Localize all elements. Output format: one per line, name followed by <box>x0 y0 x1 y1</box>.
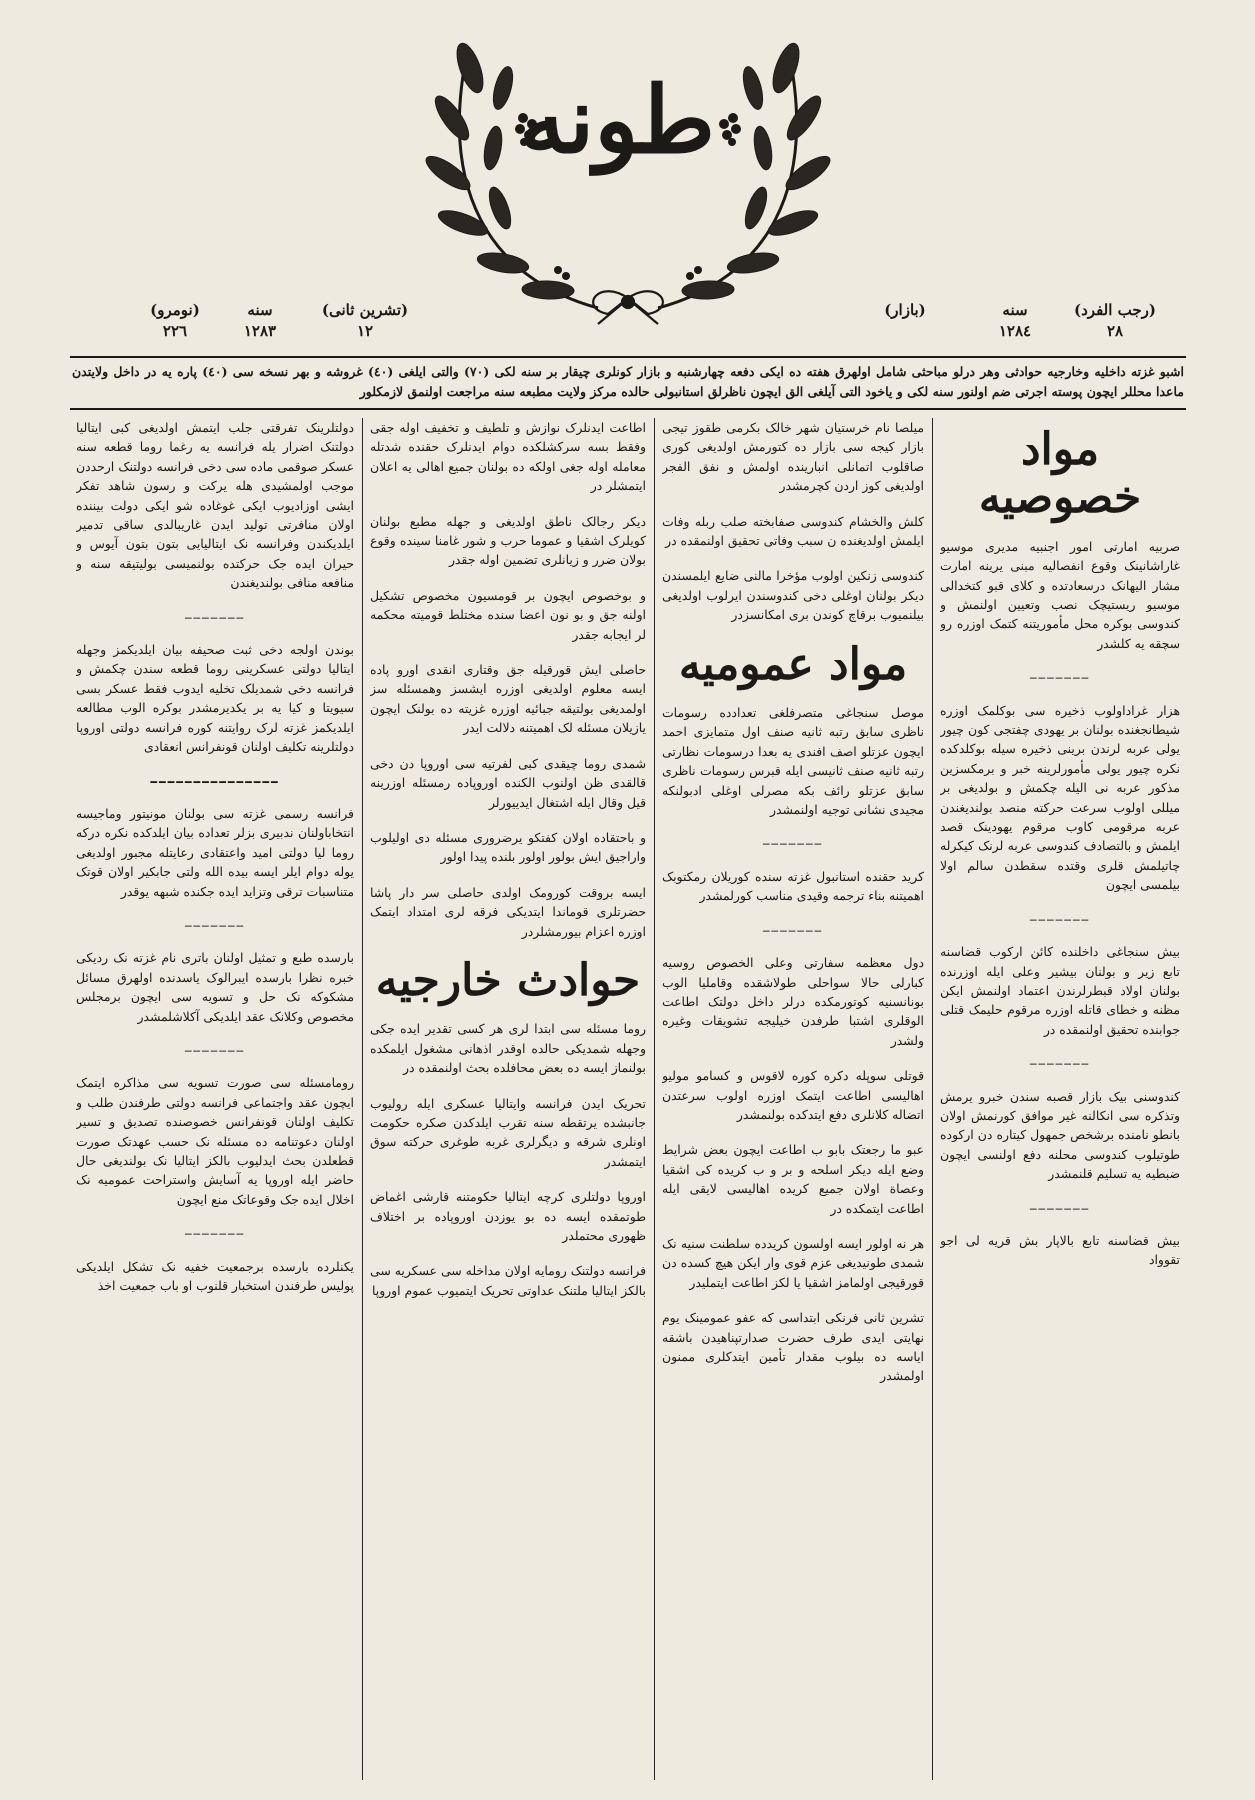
column-divider <box>362 418 363 1780</box>
divider: ─────── <box>762 838 824 852</box>
column-3 <box>370 418 646 1780</box>
article: فرانسه رسمی غزته سی بولنان مونیتور وماجیسه انتخاباولنان ندبیری بزلر تعداده بیان ایلدکده نکره درکه روما لیا دولتی امید واعتقادی رعایتله مجبور اولدیغی یوله دوام ایلر ایسه بیده الله ولتی جابکیر اولان قوتک متناسبات ترقی وتزاید ایده جکنده شبهه یوقدر <box>76 805 354 899</box>
article: قوتلی سوپله دکره کوره لاقوس و کسامو مولیو اهالیسی اطاعت ایتمک اوزره اولوب سرعتدن اتضاله کلانلری دفع ایتدکده بولنمشدر <box>662 1068 924 1122</box>
notice-rule <box>70 408 1186 410</box>
article: کلش والخشام کندوسی صفابخته صلب ربله وفات ایلمش اولدیغنده ن سبب وفاتی تحقیق اولنمقده در <box>662 513 924 549</box>
column-divider <box>654 418 655 1780</box>
article: موصل سنجاغی متصرفلغی تعدادده رسومات ناظری سابق رتبه ثانیه صنف اول متمایزی احمد ایچون عزتلو اصف افندی یه بعدا درسومات نظارتی رتبه ثانیه صنف ثانیسی ایله قبرس رسومات ناظری سابق عزتلو رائف بکه مصرلی اوغلی ادبولنکه مجیدی نشانی توجیه اولنمشدر <box>662 705 924 818</box>
divider: ─────── <box>762 924 824 938</box>
article: عبو ما رجعتک بابو ب اطاعت ایچون بعض شرایط وضع ایله دیکر اسلحه و بر و ب کریده کی اشقیا وعصاة اولان جمیع کریده اهالیسی لایقی ایله اطاعت ایتمکده در <box>662 1142 924 1216</box>
rumi-year: سنه ١٢٨٣ <box>243 301 277 340</box>
article: و باحتقاده اولان کفتکو یرضروری مسئله دی اولیلوب واراجیق ایش بولور اولور بلنده پیدا اولور <box>370 829 646 865</box>
column-divider <box>932 418 933 1780</box>
divider: ─────── <box>184 919 246 933</box>
top-rule <box>70 356 1186 358</box>
divider: ─────── <box>184 1044 246 1058</box>
article: روما مسئله سی ابتدا لری هر کسی تقدیر ایده جکی وجهله شمدیکی حالده اوقدر اذهانی مشغول ایلمکده بولنماز ایسه ده بعض محافلده بحث اولنمقده در <box>370 1021 646 1076</box>
article: تشرین ثانی فرنکی ابتداسی که عفو عمومینک یوم نهایتی ایدی طرف حضرت صدارتپناهیدن باشقه ایاسه ده بیلوب مقدار تأمین ایتدکلری ممنون اولمشدر <box>662 1310 924 1384</box>
article: کندوسی زنکین اولوب مؤخرا مالنی ضایع ایلمسندن دیکر بولنان اوغلی دخی کندوسندن ایرلوب اولدیغی بیلنمیوب برقاچ کوندن بری امکانسزدر <box>662 568 924 623</box>
hijri-year: سنه ١٢٨٤ <box>998 301 1032 340</box>
divider: ━━━━━━━━━━━━━━━ <box>150 775 280 789</box>
article: دول معظمه سفارتی وعلی الخصوص روسیه کبارلی حالا سواحلی طولاشقده وقاملیا الوب بونانسنیه کوتورمکده درلر داخل دولتک اطاعت الوقلری اشتبا طرفدن خیلیجه تشویقات وغیره ولشدر <box>662 955 924 1048</box>
column-4 <box>76 418 354 1780</box>
article: فرانسه دولتنک رومایه اولان مداخله سی عسکریه سی بالکز ایتالیا ملتنک عداوتی تحریک ایتمیوب عموم اوروپا <box>370 1263 646 1298</box>
divider: ─────── <box>1029 913 1091 927</box>
article: و بوخصوص ایچون بر قومسیون مخصوص تشکیل اولنه جق و بو نون اعضا سنده مختلط قومیته محکمه لر ایجابه جقدر <box>370 587 646 642</box>
article: هزار غراداولوب ذخیره سی بوکلمک اوزره شیطانجغنده بولنان بر یهودی چفتجی کون چیور یولی عربه لرندن برینی ذخیره سیله بوکلدکده نکره چیور یولی مأمورلرینه خبر و برمکسزین مذکور عربه نی الیله چکمش و بولدیغی بر میللی اولوب سرعت حرکته منصد بولندیغندن عربه مرقومی کاوب مرقوم یهودینک قصد ایلمش و بالتصادف کندوسی عربه لرنک کیکرله چاتیلمش قلری وقتده سقطدن سالم اولا بیلمسی ایچون <box>940 702 1180 893</box>
hijri-month: (رجب الفرد) ٢٨ <box>1074 301 1156 340</box>
article: یکنلرده بارسده برجمعیت خفیه نک تشکل ایلدیکی پولیس طرفندن استخبار قلنوب او باب جمعیت اخذ <box>76 1258 354 1294</box>
issue-number: (نومرو) ٢٢٦ <box>150 301 200 340</box>
article: کرید حقنده استانبول غزته سنده کوریلان رمکتوبک اهمیتنه بناء ترجمه وقیدی مناسب کورلمشدر <box>662 868 924 904</box>
article: رومامسئله سی صورت تسویه سی مذاکره ایتمک ایچون عقد واجتماعی فرانسه دولتی طرفندن طلب و تکلیف اولنان قونفرانس خصوصنده تصدیق و تسیر اولنان دعوتنامه ده مسئله نک حسب عهدتک صورت قطعلدن بحث ایدلیوب بالکز ایتالیا نک بولندیغی حال حاضر ایله اوروپا یه آسایش واستراحت عمومیه نک اخلال ایده جک وقوعاتک منع ایچون <box>76 1075 354 1207</box>
article: بارسده طبع و تمثیل اولنان باتری نام غزته نک ردیکی خبره نظرا بارسده ایبرالوک یاسدنده اولهرق مسائل مشکوکه نک حل و تسویه سی ایچون برمجلس مخصوص وکلانک عقد ایلدیکی آکلاشلمشدر <box>76 950 354 1024</box>
column-1 <box>940 418 1180 1780</box>
article: اطاعت ایدنلرک نوازش و تلطیف و تخفیف اوله جقی وفقط بسه سرکشلکده دوام ایدنلرک حقنده شدتله معامله اوله جغی اولکه ده بولنان جمیع اهالی یه اعلان ایتمشلر در <box>370 420 646 494</box>
divider: ─────── <box>1029 1202 1091 1216</box>
column-2 <box>662 418 924 1780</box>
divider: ─────── <box>184 611 246 625</box>
article: شمدی روما چیقدی کبی لفرتیه سی اوروپا دن دخی قالقدی ظن اولنوب الکنده اوروپاده رمسئله اوزرینه قیل وقال ایله اشتغال ایدییورلر <box>370 755 646 810</box>
article: میلصا نام خرستیان شهر خالک بکرمی طقوز تیجی بازار کیجه سی بازار ده کتورمش اولدیغی کوری صاقلوب اتمانلی انبارینده اولمش و نفق الفجر اولدیغی کوز اردن کچرمشدر <box>662 420 924 494</box>
divider: ─────── <box>1029 1058 1091 1072</box>
newspaper-title: طونه <box>519 66 715 174</box>
article: دیکر رجالک ناطق اولدیغی و جهله مطبع بولنان کویلرک اشقیا و عموما حرب و شور غامنا سینده وقوع بولان ضرر و زیانلری تضمین اوله جقدر <box>370 513 646 568</box>
article: حاصلی ایش قورقیله جق وقتاری انقدی اورو پاده ایسه معلوم اولدیغی اوزره ایشسز وهمسئله سز اولمدیغی بولتیقه جبائیه اوزره غزیته ده بولنک ایچون یازیلان مسئله لک اهمیتنه دلالت ایدر <box>370 662 646 736</box>
section-heading-foreign: حوادث خارجیه <box>375 954 641 1006</box>
article: ایسه بروقت کورومک اولدی حاصلی سر دار پاشا حضرتلری قوماندا ایتدیکی فرقه لری امتداد ایتمک اوزره اعزام بیورمشلردر <box>370 884 646 939</box>
section-heading-general: مواد عمومیه <box>678 638 908 690</box>
divider: ─────── <box>1029 672 1091 686</box>
weekday: (بازار) <box>884 301 926 319</box>
article: صربیه امارتی امور اجنبیه مدیری موسیو غاراشانینک وقوع انفصالیه مبنی یرینه امارت مشار الیهانک درسعادتده و کلای قبو کتخدالی موسیو ریستیچک نصب وتعیین اولنمش و کندوسی بوکره محل مأموریتنه کتمک اوزره رو سچقه یه کلشدر <box>940 538 1180 651</box>
article: هر نه اولور ایسه اولسون کریدده سلطنت سنیه نک شمدی طونیدیغی عزم قوی وار ایکن هیچ کسده دن قورقیجی اولمامز اشقیا یا لکز اطاعت ایتملیدر <box>662 1235 924 1290</box>
article: اوروپا دولتلری کرچه ایتالیا حکومتنه قارشی اغماض طوتمقده ایسه ده بو یوزدن اوروپاده بر اختلاف ظهوری محتملدر <box>370 1189 646 1243</box>
subscription-notice: اشبو غزته داخلیه وخارجیه حوادثی وهر درلو مباحثی شامل اولهرق هفته ده ایکی دفعه چهارشنبه و بازار کونلری چیقار بر سنه لکی (٧٠) والتی ایلغی (٤٠) غروشه و بهر نسخه سی (٤٠) پاره یه در داخل ولایتدن ماعدا محللر ایچون پوسته اجرتی ضم اولنور سنه لکی و یاخود التی آیلغی الق ایچون ناظرلق استانبولی حالده مرکز ولایت مطبعه سنه مراجعت اولنمق لازمکلور <box>72 364 1184 399</box>
article: تحریک ایدن فرانسه وایتالیا عسکری ایله رولیوب جانبشده یرتقطه سنه تقرب ایلدکدن صکره حکومت اونلری شرقه و دیگرلری غربه طوغری حرکته سوق ایتمشدر <box>370 1095 646 1169</box>
article: بیش قضاسنه تابع بالاپار بش قریه لی اجو تقوواد <box>940 1232 1180 1268</box>
article: دولتلرینک تفرقتی جلب ایتمش اولدیغی کبی ایتالیا دولتنک اضرار یله فرانسه یه رغما روما قطعه سنه عسکر صوقمی ماده سی دخی فرانسه دولتنک ارحددن موجب اولمشیدی هله یرکت و رسون شاهد تفکر ایشی اوزادیوب ایکی غوغاده شو ایکی دولت بیننده اولان منافرتی تولید ایدن غاریبالدی ساقی تدمیر ایلدیکندن وفرانسه نک ایتالیایی بتون بتون آیوس و حیران ایده جک حرکتده بولنمیسی بولیتیقه سنه و منافعه منافی بولندیغندن <box>76 420 354 591</box>
article: کندوسنی بیک بازار قصبه سندن خبرو یرمش وتذکره سی انکالنه غیر موافق کورنمش اولان بانطو نامنده برشخص جمهول کیتاره دن ارکوده طوتیلوب کندوسی محلنه دفع اولنسی ایچون ضبطیه یه تسلیم قلنمشدر <box>940 1088 1180 1182</box>
article: بیش سنجاغی داخلنده کائن ارکوب قضاسنه تابع زیر و بولنان بیشیر وعلی ایله اوزرنده بولنان اولاد قبطرلرندن اعتماد اولنمش ایکن مظنه و خطای قاتله اوزره مرقوم حلیمک قتلی جوابنده تحقیق اولنمقده در <box>940 944 1180 1037</box>
article: بوندن اولجه دخی ثبت صحیفه بیان ایلدیکمز وجهله ایتالیا دولتی عسکرینی روما قطعه سندن چکمش و فرانسه دخی شمدیلک تخلیه ایدوب فقط عسکر بسی سیویتا و کیا یه بر یکدیرمشدر بوکره الوب مطالعه ایلدیکمز غزته لرک روایتنه کوره فرانسه دولتی اوروپا دولتلرینه تکلیف اولنان قونفرانس انعقادی <box>76 642 354 755</box>
rumi-month: (تشرین ثانی) ١٢ <box>321 301 409 340</box>
date-row <box>0 300 1255 356</box>
section-heading-special: مواد خصوصیه <box>978 424 1142 524</box>
masthead <box>0 0 1255 350</box>
divider: ─────── <box>184 1228 246 1242</box>
